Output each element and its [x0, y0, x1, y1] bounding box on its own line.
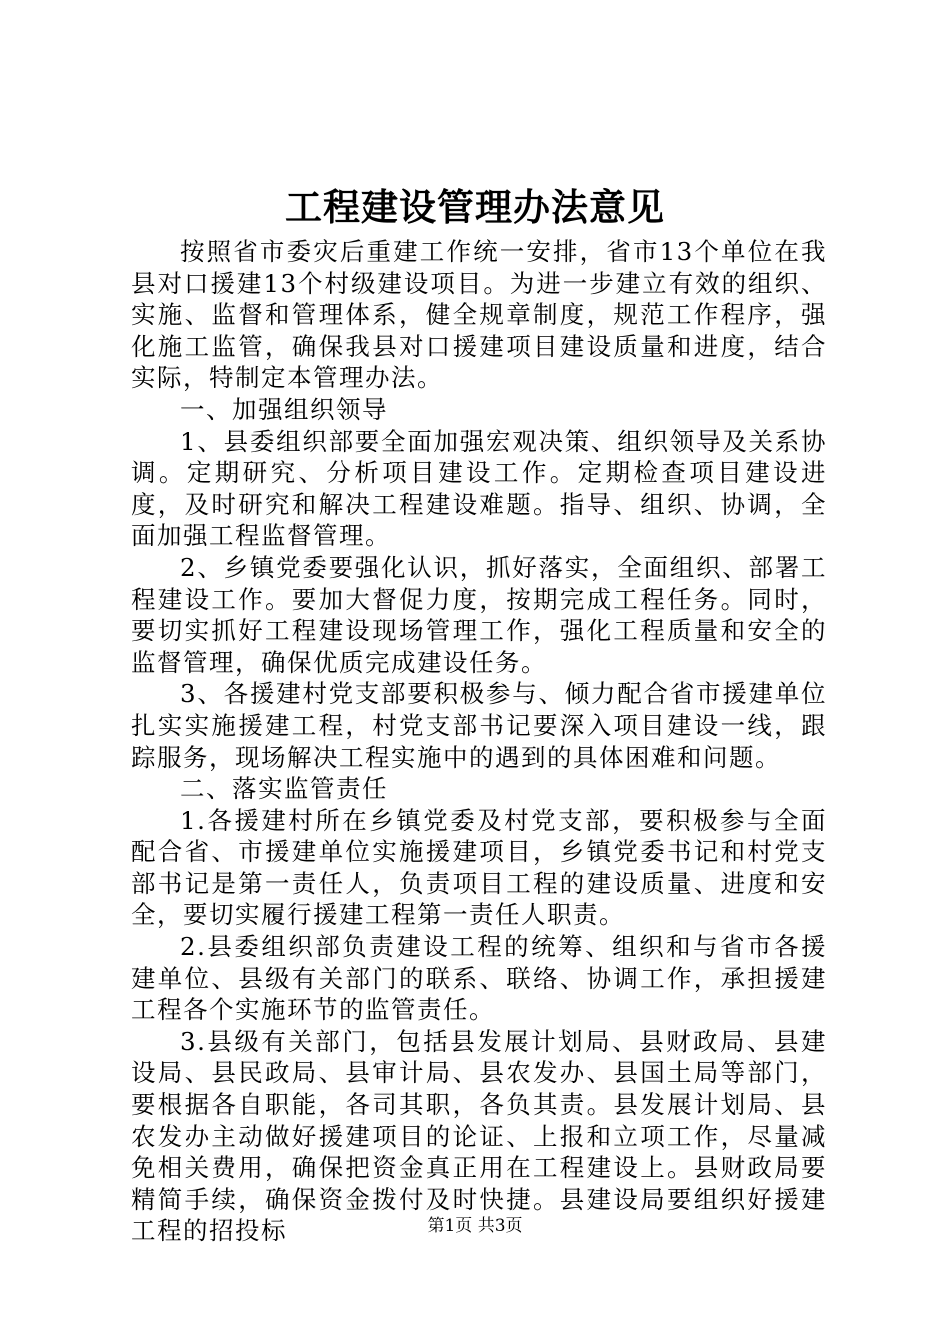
paragraph-intro: 按照省市委灾后重建工作统一安排，省市13个单位在我县对口援建13个村级建设项目。为进一步建立有效的组织、实施、监督和管理体系，健全规章制度，规范工作程序，强化施工监管，确保我县对口援建项目建设质量和进度，结合实际，特制定本管理办法。: [131, 237, 827, 393]
document-body: [131, 236, 827, 1247]
page-number-footer: 第1页 共3页: [427, 1216, 523, 1236]
section-heading-2: 二、落实监管责任: [180, 774, 388, 804]
paragraph-2-3: 3.县级有关部门，包括县发展计划局、县财政局、县建设局、县民政局、县审计局、县农发办、县国土局等部门，要根据各自职能，各司其职，各负其责。县发展计划局、县农发办主动做好援建项目的论证、上报和立项工作，尽量减免相关费用，确保把资金真正用在工程建设上。县财政局要精简手续，确保资金拨付及时快捷。县建设局要组织好援建工程的招投标: [131, 1026, 827, 1246]
section-heading-1: 一、加强组织领导: [180, 394, 388, 424]
paragraph-2-1: 1.各援建村所在乡镇党委及村党支部，要积极参与全面配合省、市援建单位实施援建项目，乡镇党委书记和村党支部书记是第一责任人，负责项目工程的建设质量、进度和安全，要切实履行援建工程第一责任人职责。: [131, 805, 827, 930]
document-title: 工程建设管理办法意见: [285, 185, 665, 229]
paragraph-2-2: 2.县委组织部负责建设工程的统筹、组织和与省市各援建单位、县级有关部门的联系、联络、协调工作，承担援建工程各个实施环节的监管责任。: [131, 932, 827, 1025]
paragraph-1-2: 2、乡镇党委要强化认识，抓好落实，全面组织、部署工程建设工作。要加大督促力度，按期完成工程任务。同时，要切实抓好工程建设现场管理工作，强化工程质量和安全的监督管理，确保优质完成建设任务。: [131, 552, 827, 677]
paragraph-1-3: 3、各援建村党支部要积极参与、倾力配合省市援建单位扎实实施援建工程，村党支部书记要深入项目建设一线，跟踪服务，现场解决工程实施中的遇到的具体困难和问题。: [131, 679, 827, 772]
paragraph-1-1: 1、县委组织部要全面加强宏观决策、组织领导及关系协调。定期研究、分析项目建设工作。定期检查项目建设进度，及时研究和解决工程建设难题。指导、组织、协调，全面加强工程监督管理。: [131, 426, 827, 551]
